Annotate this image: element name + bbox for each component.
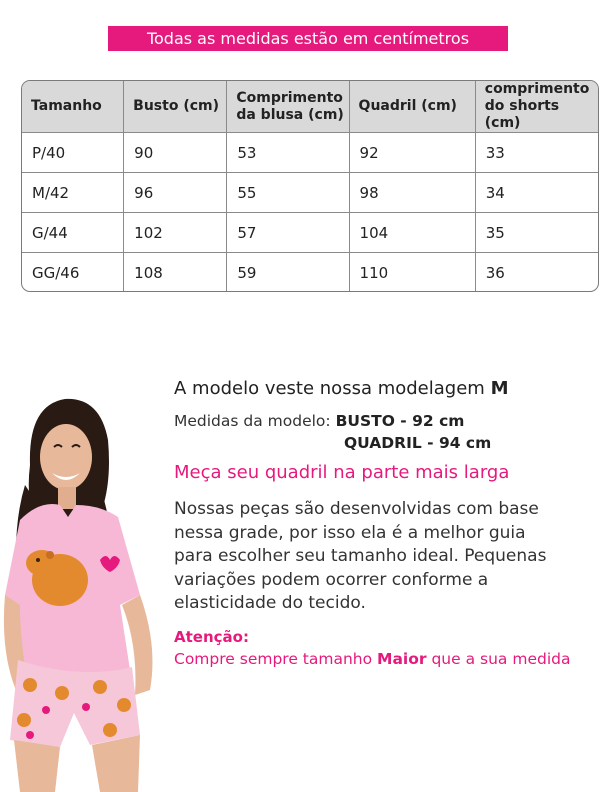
cell-quadril: 110 bbox=[349, 253, 475, 293]
cell-busto: 96 bbox=[124, 173, 227, 213]
header-quadril: Quadril (cm) bbox=[349, 81, 475, 133]
attention-label: Atenção: bbox=[174, 628, 249, 646]
cell-blusa: 53 bbox=[227, 133, 349, 173]
units-banner: Todas as medidas estão em centímetros bbox=[108, 26, 508, 51]
buy-larger-suffix: que a sua medida bbox=[431, 650, 571, 668]
buy-larger-tip bbox=[174, 650, 570, 668]
model-photo bbox=[0, 395, 170, 792]
cell-size: G/44 bbox=[22, 213, 124, 253]
model-measures bbox=[174, 412, 492, 452]
table-row bbox=[22, 213, 598, 253]
model-size-letter: M bbox=[490, 378, 509, 399]
cell-blusa: 57 bbox=[227, 213, 349, 253]
cell-size: M/42 bbox=[22, 173, 124, 213]
cell-busto: 90 bbox=[124, 133, 227, 173]
header-comprimento-blusa-line1: Comprimento bbox=[236, 89, 343, 106]
header-comprimento-blusa-line2: da blusa (cm) bbox=[236, 106, 344, 123]
header-tamanho: Tamanho bbox=[22, 81, 124, 133]
size-guide-paragraph: Nossas peças são desenvolvidas com base nessa grade, por isso ela é a melhor guia para escolher seu tamanho ideal. Pequenas variações podem ocorrer conforme a elasticidade do tecido. bbox=[174, 499, 547, 613]
table-row bbox=[22, 253, 598, 293]
cell-busto: 108 bbox=[124, 253, 227, 293]
cell-busto: 102 bbox=[124, 213, 227, 253]
measure-busto: BUSTO - 92 cm bbox=[335, 412, 465, 430]
header-comprimento-shorts-line1: comprimento bbox=[484, 81, 590, 97]
model-face bbox=[40, 424, 92, 490]
table-row bbox=[22, 173, 598, 213]
cell-blusa: 59 bbox=[227, 253, 349, 293]
measure-quadril: QUADRIL - 94 cm bbox=[344, 434, 492, 452]
buy-larger-bold: Maior bbox=[377, 650, 427, 668]
header-busto: Busto (cm) bbox=[124, 81, 227, 133]
cell-shorts: 35 bbox=[475, 213, 598, 253]
header-comprimento-blusa bbox=[227, 81, 349, 133]
model-size-title bbox=[174, 378, 604, 399]
header-comprimento-shorts bbox=[475, 81, 598, 133]
table-row bbox=[22, 133, 598, 173]
cell-shorts: 33 bbox=[475, 133, 598, 173]
cell-shorts: 34 bbox=[475, 173, 598, 213]
cell-size: P/40 bbox=[22, 133, 124, 173]
cell-size: GG/46 bbox=[22, 253, 124, 293]
table-header-row bbox=[22, 81, 598, 133]
cell-blusa: 55 bbox=[227, 173, 349, 213]
cell-quadril: 104 bbox=[349, 213, 475, 253]
model-size-title-text: A modelo veste nossa modelagem bbox=[174, 378, 485, 399]
buy-larger-prefix: Compre sempre tamanho bbox=[174, 650, 373, 668]
hip-tip: Meça seu quadril na parte mais larga bbox=[174, 462, 510, 483]
size-table bbox=[21, 80, 599, 292]
cell-quadril: 92 bbox=[349, 133, 475, 173]
cell-quadril: 98 bbox=[349, 173, 475, 213]
measures-label: Medidas da modelo: bbox=[174, 412, 331, 430]
header-comprimento-shorts-line2: do shorts (cm) bbox=[484, 98, 560, 131]
cell-shorts: 36 bbox=[485, 263, 505, 282]
